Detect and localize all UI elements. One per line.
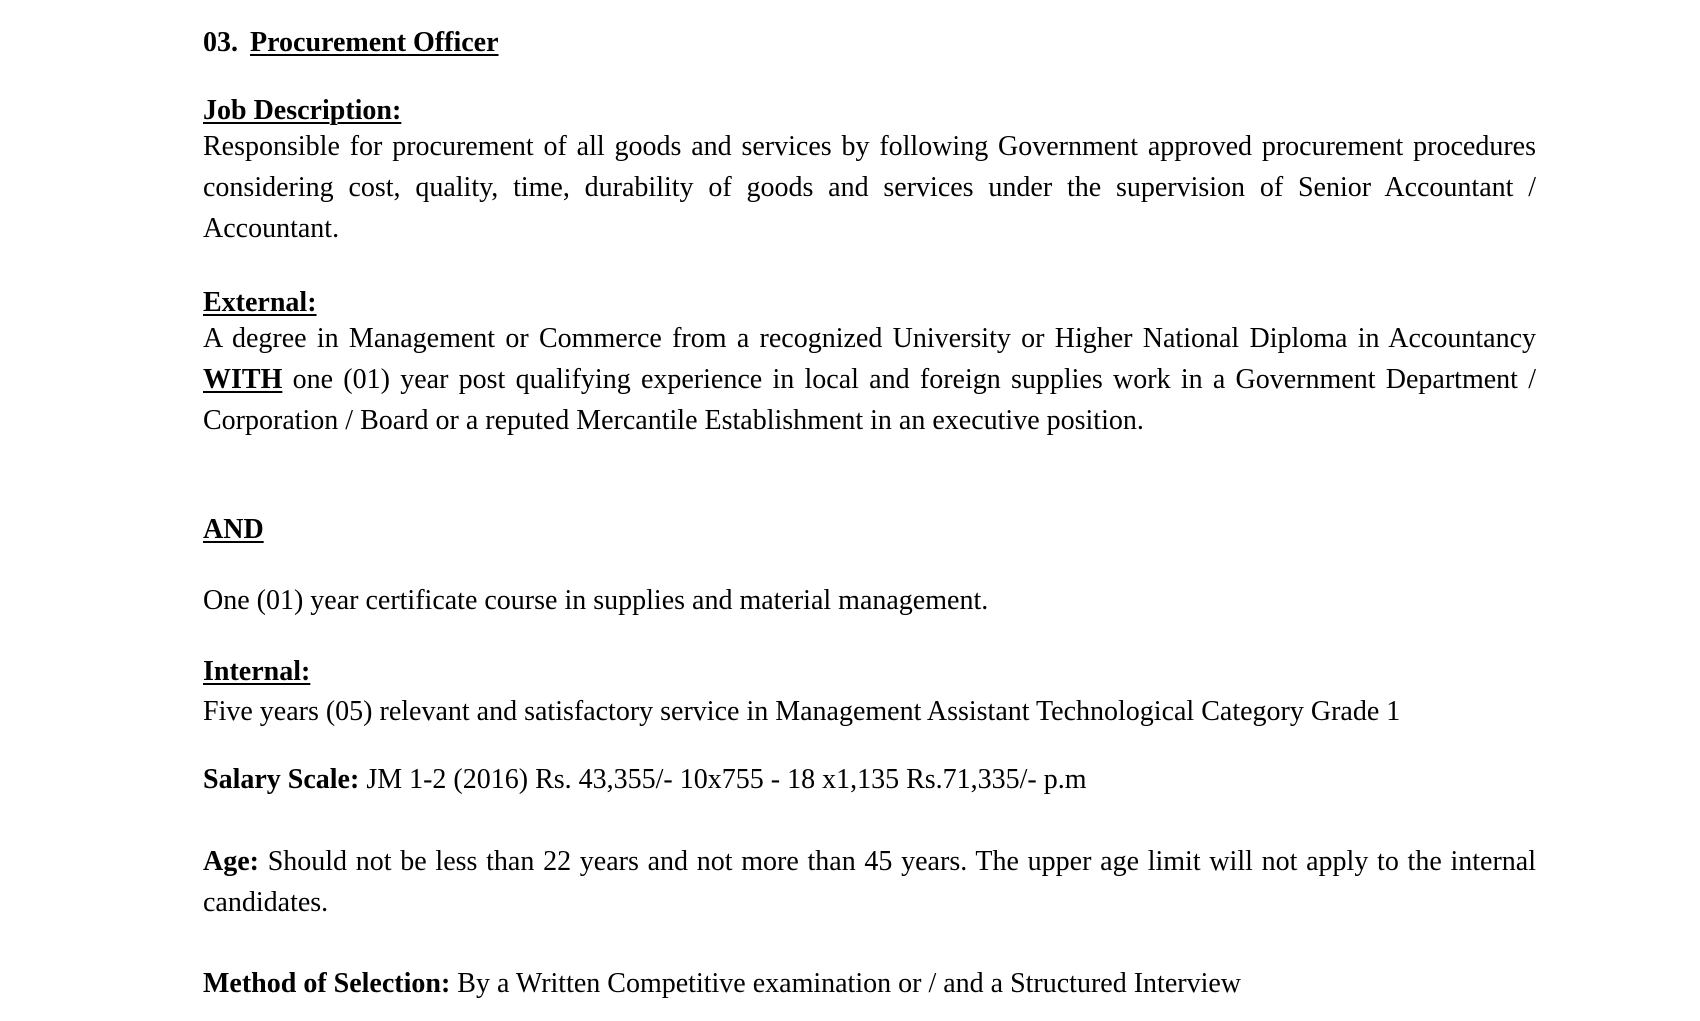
external-text: [203, 318, 1536, 441]
with-emphasis: WITH: [203, 364, 283, 395]
external-heading: External:: [203, 287, 317, 318]
selection-label: Method of Selection:: [203, 968, 451, 999]
external-text-part2: one (01) year post qualifying experience in local and foreign supplies work in a Government Department / Corporation / Board or a reputed Mercantile Establishment in an executive position.: [203, 364, 1536, 436]
salary-value: JM 1-2 (2016) Rs. 43,355/- 10x755 - 18 x1,135 Rs.71,335/- p.m: [359, 764, 1087, 795]
salary-label: Salary Scale:: [203, 764, 360, 795]
job-title: Procurement Officer: [250, 27, 499, 58]
age-label: Age:: [203, 846, 259, 877]
job-description-text: Responsible for procurement of all goods and services by following Government approved procurement procedures considering cost, quality, time, durability of goods and services under the supervision of Senior Accountant / Accountant.: [203, 131, 1536, 244]
method-of-selection: [203, 963, 1536, 1004]
salary-scale: [203, 759, 1536, 800]
internal-heading: Internal:: [203, 656, 311, 687]
and-heading: AND: [203, 514, 264, 545]
selection-value: By a Written Competitive examination or / and a Structured Interview: [450, 968, 1241, 999]
certificate-text: One (01) year certificate course in supplies and material management.: [203, 585, 989, 616]
section-number: 03.: [203, 27, 238, 58]
age-requirement: [203, 841, 1536, 923]
job-description-heading: Job Description:: [203, 95, 402, 126]
age-value: Should not be less than 22 years and not more than 45 years. The upper age limit will not apply to the internal candidates.: [203, 846, 1536, 918]
external-text-part1: A degree in Management or Commerce from a recognized University or Higher National Diploma in Accountancy: [203, 323, 1536, 354]
internal-text: Five years (05) relevant and satisfactory service in Management Assistant Technological Category Grade 1: [203, 696, 1401, 727]
section-title: [203, 22, 1536, 63]
